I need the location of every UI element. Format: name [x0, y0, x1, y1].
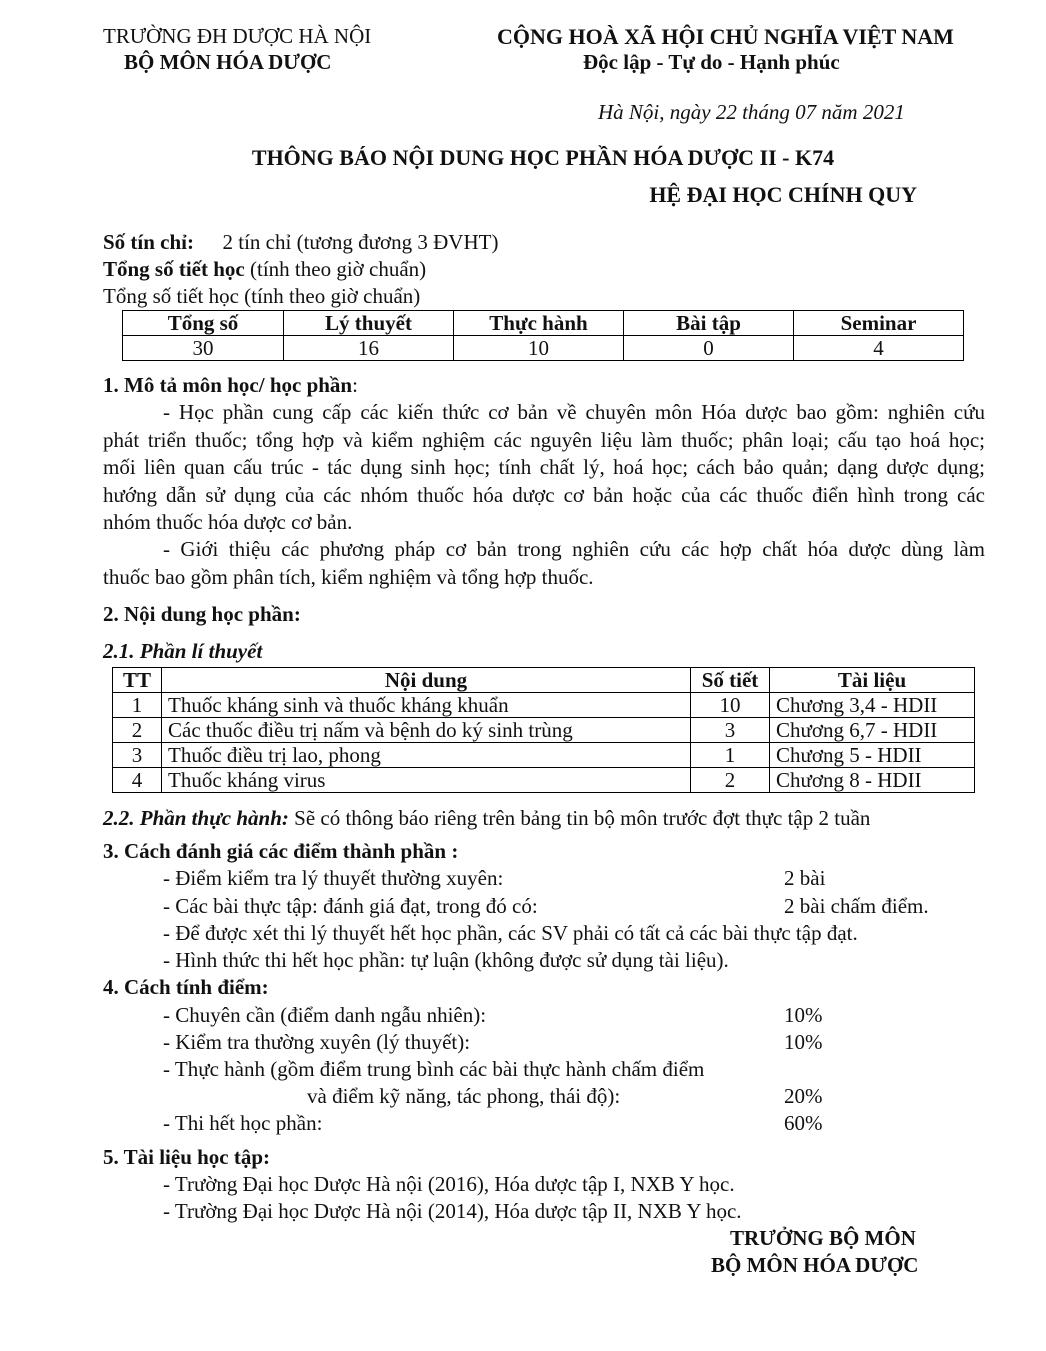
grading-value: 10%	[784, 1003, 823, 1027]
table-cell: 3	[113, 743, 162, 768]
section2-sub2: 2.2. Phần thực hành: Sẽ có thông báo riêng trên bảng tin bộ môn trước đợt thực tập 2 tuần	[103, 806, 871, 830]
assessment-value: 2 bài chấm điểm.	[784, 894, 929, 918]
grading-item: - Thi hết học phần:	[163, 1111, 323, 1135]
table-cell: 10	[691, 693, 770, 718]
signature-department: BỘ MÔN HÓA DƯỢC	[711, 1253, 919, 1277]
table-cell: Thuốc điều trị lao, phong	[162, 743, 691, 768]
assessment-item: - Hình thức thi hết học phần: tự luận (không được sử dụng tài liệu).	[163, 948, 729, 972]
table-cell: 0	[624, 336, 794, 361]
grading-value: 20%	[784, 1084, 823, 1108]
table-cell: Chương 8 - HDII	[770, 768, 975, 793]
credits-value: 2 tín chỉ (tương đương 3 ĐVHT)	[222, 230, 499, 254]
section2-sub1: 2.1. Phần lí thuyết	[103, 639, 263, 663]
republic-name: CỘNG HOÀ XÃ HỘI CHỦ NGHĨA VIỆT NAM	[497, 24, 954, 49]
paragraph-line: mối liên quan cấu trúc - tác dụng sinh học; tính chất lý, hoá học; cách bảo quản; dạng dược dụng;	[103, 455, 985, 479]
table-header-cell: Nội dung	[162, 668, 691, 693]
paragraph-line: nhóm thuốc hóa dược cơ bản.	[103, 510, 353, 534]
hours-label: Tổng số tiết học	[103, 257, 245, 281]
document-date: Hà Nội, ngày 22 tháng 07 năm 2021	[598, 100, 905, 124]
section5-heading: 5. Tài liệu học tập:	[103, 1145, 271, 1169]
table-cell: 4	[794, 336, 964, 361]
table-cell: Chương 5 - HDII	[770, 743, 975, 768]
table-cell: Chương 3,4 - HDII	[770, 693, 975, 718]
table-cell: 2	[691, 768, 770, 793]
reference-item: - Trường Đại học Dược Hà nội (2016), Hóa dược tập I, NXB Y học.	[163, 1172, 735, 1196]
table-cell: 3	[691, 718, 770, 743]
credits-line	[103, 229, 498, 256]
table-cell: 16	[284, 336, 454, 361]
grading-item: - Thực hành (gồm điểm trung bình các bài thực hành chấm điểm	[163, 1057, 705, 1081]
theory-table-header	[113, 668, 975, 693]
paragraph-line: - Giới thiệu các phương pháp cơ bản trong nghiên cứu các hợp chất hóa dược dùng làm	[163, 537, 985, 561]
hours-table-header	[123, 311, 964, 336]
school-name: TRƯỜNG ĐH DƯỢC HÀ NỘI	[103, 24, 372, 48]
table-row	[113, 768, 975, 793]
grading-item: và điểm kỹ năng, tác phong, thái độ):	[307, 1084, 621, 1108]
grading-value: 10%	[784, 1030, 823, 1054]
table-header-cell: Số tiết	[691, 668, 770, 693]
hours-table-row	[123, 336, 964, 361]
table-cell: 2	[113, 718, 162, 743]
department-name: BỘ MÔN HÓA DƯỢC	[124, 50, 332, 74]
table-cell: 1	[691, 743, 770, 768]
motto: Độc lập - Tự do - Hạnh phúc	[583, 50, 840, 74]
document-subtitle: HỆ ĐẠI HỌC CHÍNH QUY	[649, 182, 917, 207]
table-header-cell: Lý thuyết	[284, 311, 454, 336]
hours-line	[103, 256, 426, 283]
table-header-cell: Thực hành	[454, 311, 624, 336]
table-cell: Các thuốc điều trị nấm và bệnh do ký sinh trùng	[162, 718, 691, 743]
table-cell: Thuốc kháng virus	[162, 768, 691, 793]
section1-heading: 1. Mô tả môn học/ học phần:	[103, 373, 358, 397]
table-cell: 30	[123, 336, 284, 361]
signature-title: TRƯỞNG BỘ MÔN	[730, 1226, 916, 1250]
table-cell: 4	[113, 768, 162, 793]
table-row	[113, 693, 975, 718]
hours-line-2: Tổng số tiết học (tính theo giờ chuẩn)	[103, 284, 421, 308]
table-cell: 10	[454, 336, 624, 361]
paragraph-line: phát triển thuốc; tổng hợp và kiểm nghiệm các nguyên liệu làm thuốc; phân loại; cấu tạo hoá học;	[103, 427, 985, 452]
grading-value: 60%	[784, 1111, 823, 1135]
assessment-value: 2 bài	[784, 866, 826, 890]
credits-label: Số tín chỉ:	[103, 230, 195, 254]
theory-table	[112, 667, 975, 793]
table-header-cell: Tổng số	[123, 311, 284, 336]
table-header-cell: Seminar	[794, 311, 964, 336]
table-header-cell: TT	[113, 668, 162, 693]
section2-heading: 2. Nội dung học phần:	[103, 602, 301, 626]
assessment-item: - Điểm kiểm tra lý thuyết thường xuyên:	[163, 866, 504, 890]
table-cell: Thuốc kháng sinh và thuốc kháng khuẩn	[162, 693, 691, 718]
table-cell: Chương 6,7 - HDII	[770, 718, 975, 743]
table-row	[113, 718, 975, 743]
reference-item: - Trường Đại học Dược Hà nội (2014), Hóa dược tập II, NXB Y học.	[163, 1199, 742, 1223]
table-header-cell: Bài tập	[624, 311, 794, 336]
paragraph-line: thuốc bao gồm phân tích, kiểm nghiệm và tổng hợp thuốc.	[103, 564, 594, 589]
section1-paragraph-2	[103, 536, 985, 591]
table-header-cell: Tài liệu	[770, 668, 975, 693]
grading-item: - Kiểm tra thường xuyên (lý thuyết):	[163, 1030, 471, 1054]
hours-table	[122, 310, 964, 361]
paragraph-line: - Học phần cung cấp các kiến thức cơ bản về chuyên môn Hóa dược bao gồm: nghiên cứu	[163, 400, 985, 424]
paragraph-line: hướng dẫn sử dụng của các nhóm thuốc hóa dược cơ bản hoặc của các thuốc điển hình trong các	[103, 482, 985, 507]
document-title: THÔNG BÁO NỘI DUNG HỌC PHẦN HÓA DƯỢC II - K74	[251, 145, 835, 170]
table-row	[113, 743, 975, 768]
section3-heading: 3. Cách đánh giá các điểm thành phần :	[103, 839, 459, 863]
section4-heading: 4. Cách tính điểm:	[103, 975, 269, 999]
hours-note: (tính theo giờ chuẩn)	[244, 257, 427, 281]
table-cell: 1	[113, 693, 162, 718]
assessment-item: - Các bài thực tập: đánh giá đạt, trong đó có:	[163, 894, 538, 918]
section1-paragraph-1	[103, 399, 985, 537]
grading-item: - Chuyên cần (điểm danh ngẫu nhiên):	[163, 1003, 487, 1027]
assessment-item: - Để được xét thi lý thuyết hết học phần, các SV phải có tất cả các bài thực tập đạt.	[163, 921, 858, 945]
